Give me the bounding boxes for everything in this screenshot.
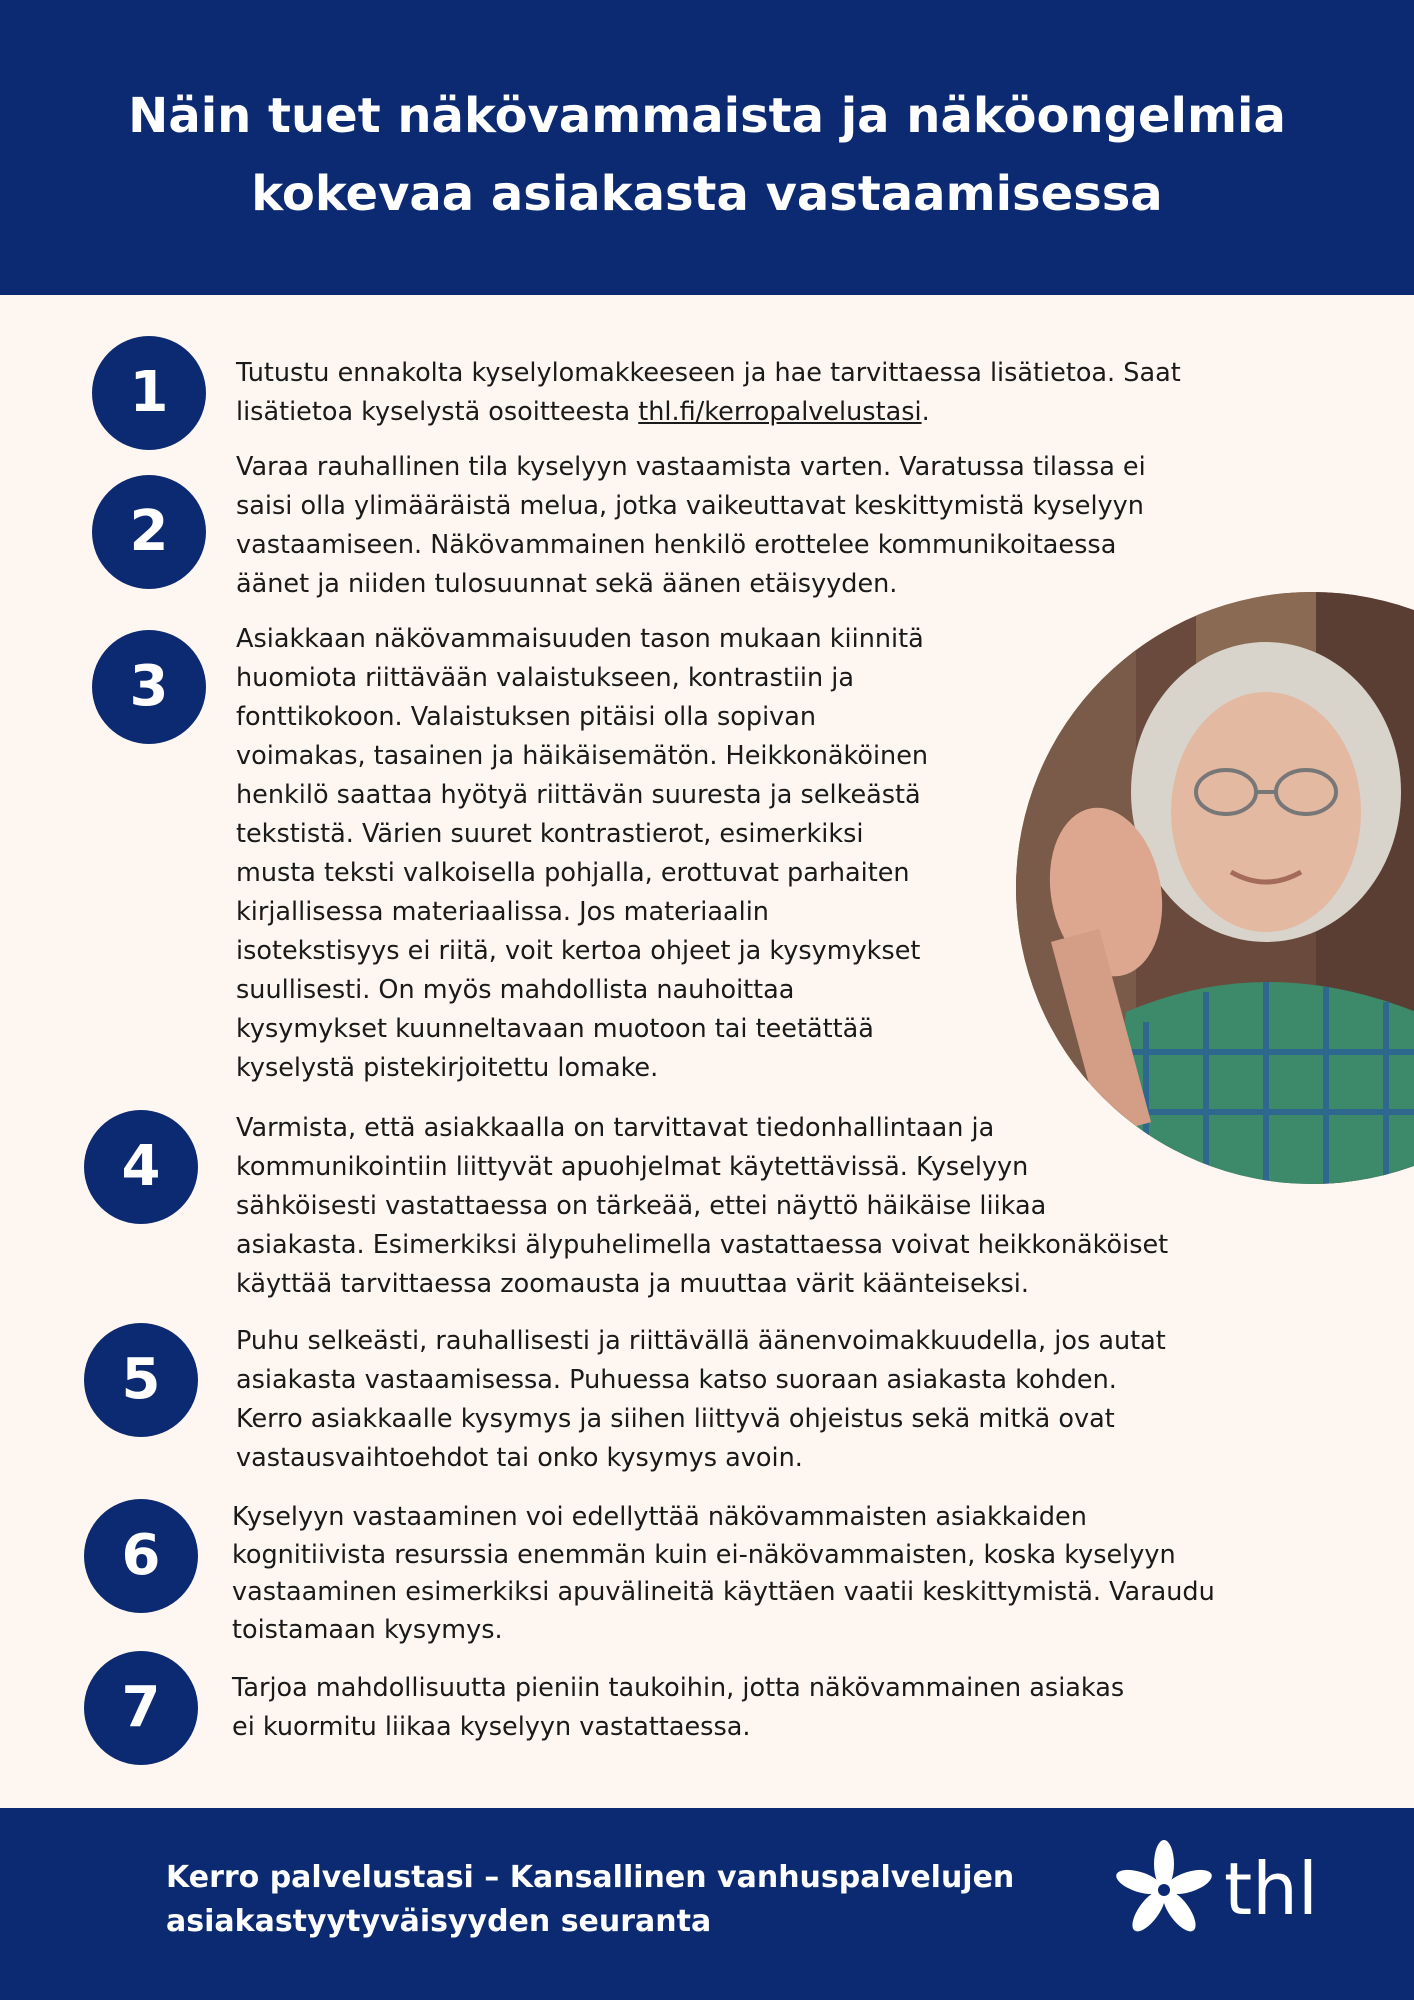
thl-flower-icon xyxy=(1112,1836,1332,1942)
step-6-text xyxy=(232,1499,1215,1649)
step-4-text xyxy=(236,1109,1168,1304)
step-3-line: musta teksti valkoisella pohjalla, erottuvat parhaiten xyxy=(236,858,910,888)
step-3-line: huomiota riittävään valaistukseen, kontrastiin ja xyxy=(236,663,854,693)
step-4-line: asiakasta. Esimerkiksi älypuhelimella vastattaessa voivat heikkonäköiset xyxy=(236,1230,1169,1260)
step-2-number-badge: 2 xyxy=(92,475,206,589)
step-1-line-with-link xyxy=(236,393,1181,432)
step-7-line: Tarjoa mahdollisuutta pieniin taukoihin, jotta näkövammainen asiakas xyxy=(232,1673,1125,1703)
step-3-line: isotekstisyys ei riitä, voit kertoa ohjeet ja kysymykset xyxy=(236,936,921,966)
step-3-line: tekstistä. Värien suuret kontrastierot, esimerkiksi xyxy=(236,819,864,849)
step-6-line: vastaaminen esimerkiksi apuvälineitä käyttäen vaatii keskittymistä. Varaudu xyxy=(232,1577,1215,1607)
step-7-number-badge: 7 xyxy=(84,1651,198,1765)
step-5-line: vastausvaihtoehdot tai onko kysymys avoin. xyxy=(236,1443,803,1473)
step-3-line: kyselystä pistekirjoitettu lomake. xyxy=(236,1053,659,1083)
step-3-number-badge: 3 xyxy=(92,630,206,744)
step-1-number-badge: 1 xyxy=(92,336,206,450)
step-2-line: saisi olla ylimääräistä melua, jotka vaikeuttavat keskittymistä kyselyyn xyxy=(236,491,1144,521)
step-3-line: suullisesti. On myös mahdollista nauhoittaa xyxy=(236,975,795,1005)
step-6-number-badge: 6 xyxy=(84,1499,198,1613)
thl-logo xyxy=(1112,1836,1332,1942)
step-1-line: Tutustu ennakolta kyselylomakkeeseen ja hae tarvittaessa lisätietoa. Saat xyxy=(236,358,1181,388)
step-3-line: voimakas, tasainen ja häikäisemätön. Heikkonäköinen xyxy=(236,741,929,771)
step-2-line: vastaamiseen. Näkövammainen henkilö erottelee kommunikoitaessa xyxy=(236,530,1117,560)
step-5-number-badge: 5 xyxy=(84,1323,198,1437)
step-7-text xyxy=(232,1669,1124,1747)
page-header xyxy=(0,0,1414,295)
kerropalvelustasi-link[interactable]: thl.fi/kerropalvelustasi xyxy=(638,397,922,427)
step-6-line: Kyselyyn vastaaminen voi edellyttää näkövammaisten asiakkaiden xyxy=(232,1502,1087,1532)
step-5-line: Puhu selkeästi, rauhallisesti ja riittävällä äänenvoimakkuudella, jos autat xyxy=(236,1326,1166,1356)
step-1-line-suffix: . xyxy=(921,397,930,427)
thl-logo-text: thl xyxy=(1224,1847,1318,1931)
step-7-line: ei kuormitu liikaa kyselyyn vastattaessa. xyxy=(232,1712,751,1742)
step-3-line: kysymykset kuunneltavaan muotoon tai teetättää xyxy=(236,1014,874,1044)
step-6-line: kognitiivista resurssia enemmän kuin ei-näkövammaisten, koska kyselyyn xyxy=(232,1539,1176,1570)
step-3-line: fonttikokoon. Valaistuksen pitäisi olla sopivan xyxy=(236,702,817,732)
photo-illustration xyxy=(1016,592,1414,1184)
footer-text-line-2: asiakastyytyväisyyden seuranta xyxy=(166,1904,712,1939)
step-4-number-badge: 4 xyxy=(84,1110,198,1224)
step-4-line: sähköisesti vastattaessa on tärkeää, ettei näyttö häikäise liikaa xyxy=(236,1191,1047,1221)
step-2-line: Varaa rauhallinen tila kyselyyn vastaamista varten. Varatussa tilassa ei xyxy=(236,452,1146,482)
step-5-line: asiakasta vastaamisessa. Puhuessa katso suoraan asiakasta kohden. xyxy=(236,1365,1117,1395)
step-2-line: äänet ja niiden tulosuunnat sekä äänen etäisyyden. xyxy=(236,569,898,599)
step-1-text xyxy=(236,354,1181,432)
step-3-text xyxy=(236,620,928,1088)
step-3-line: henkilö saattaa hyötyä riittävän suuresta ja selkeästä xyxy=(236,780,921,810)
step-4-line: kommunikointiin liittyvät apuohjelmat käytettävissä. Kyselyyn xyxy=(236,1152,1029,1182)
page-title-line-1: Näin tuet näkövammaista ja näköongelmia xyxy=(128,88,1286,144)
step-3-line: Asiakkaan näkövammaisuuden tason mukaan kiinnitä xyxy=(236,624,924,654)
step-3-line: kirjallisessa materiaalissa. Jos materiaalin xyxy=(236,897,769,927)
step-6-line: toistamaan kysymys. xyxy=(232,1614,503,1645)
footer-text-line-1: Kerro palvelustasi – Kansallinen vanhuspalvelujen xyxy=(166,1860,1015,1895)
step-5-text xyxy=(236,1322,1166,1478)
elderly-woman-photo xyxy=(1016,592,1414,1184)
step-5-line: Kerro asiakkaalle kysymys ja siihen liittyvä ohjeistus sekä mitkä ovat xyxy=(236,1404,1115,1434)
step-2-text xyxy=(236,448,1146,604)
step-4-line: käyttää tarvittaessa zoomausta ja muuttaa värit käänteiseksi. xyxy=(236,1269,1029,1299)
page-title-line-2: kokevaa asiakasta vastaamisessa xyxy=(251,166,1163,222)
step-4-line: Varmista, että asiakkaalla on tarvittavat tiedonhallintaan ja xyxy=(236,1113,995,1143)
step-1-line-prefix: lisätietoa kyselystä osoitteesta xyxy=(236,397,639,427)
